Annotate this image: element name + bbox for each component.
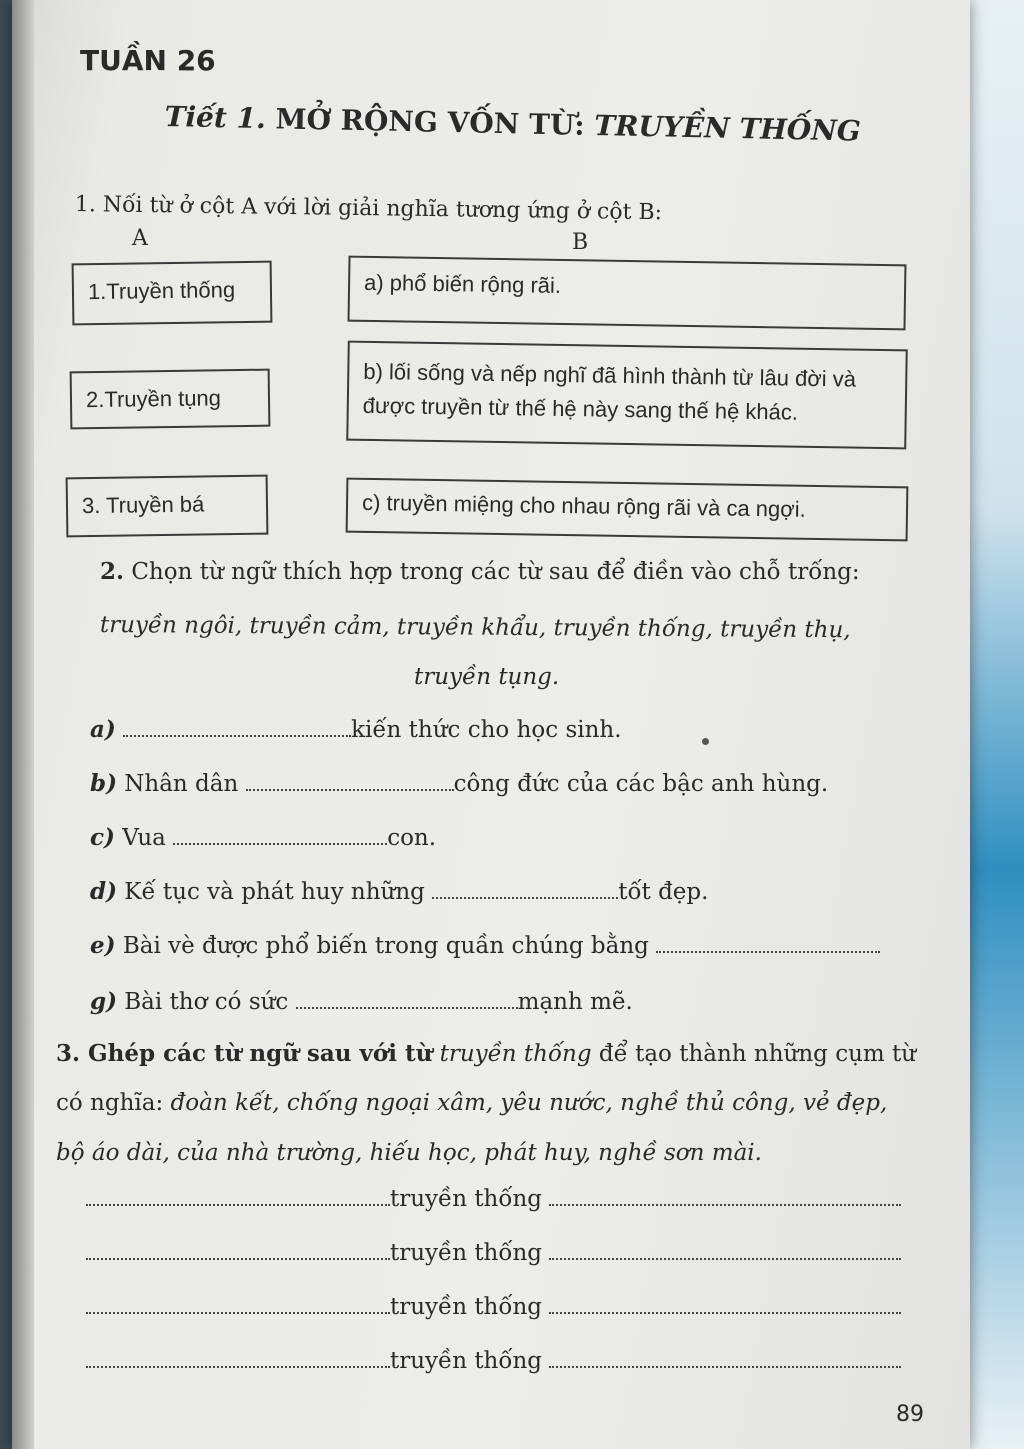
exercise2-text: Chọn từ ngữ thích hợp trong các từ sau để điền vào chỗ trống: bbox=[131, 559, 860, 585]
blank-line[interactable] bbox=[86, 1240, 390, 1260]
column-a-item[interactable]: 2.Truyền tụng bbox=[70, 369, 271, 430]
answer-line: truyền thống bbox=[86, 1294, 901, 1320]
column-a-item[interactable]: 3. Truyền bá bbox=[66, 475, 269, 538]
blank-line[interactable] bbox=[246, 771, 454, 791]
blank-line[interactable] bbox=[86, 1294, 390, 1314]
page-number: 89 bbox=[896, 1402, 924, 1427]
fill-item: b) Nhân dân công đức của các bậc anh hùng. bbox=[90, 770, 829, 797]
exercise1-prompt: 1. Nối từ ở cột A với lời giải nghĩa tương ứng ở cột B: bbox=[74, 192, 663, 226]
column-b-item[interactable]: b) lối sống và nếp nghĩ đã hình thành từ lâu đời và được truyền từ thế hệ này sang thế hệ khác. bbox=[346, 341, 908, 450]
word-bank-line: truyền ngôi, truyền cảm, truyền khẩu, truyền thống, truyền thụ, bbox=[99, 612, 851, 644]
blank-line[interactable] bbox=[123, 717, 351, 737]
answer-line: truyền thống bbox=[86, 1348, 901, 1374]
lesson-prefix: Tiết 1. bbox=[164, 100, 267, 136]
answer-line: truyền thống bbox=[86, 1186, 901, 1212]
blank-line[interactable] bbox=[549, 1294, 901, 1314]
column-b-item[interactable]: a) phổ biến rộng rãi. bbox=[348, 256, 907, 331]
week-heading: TUẦN 26 bbox=[80, 44, 216, 77]
exercise3-prompt: 3. Ghép các từ ngữ sau với từ truyền thống để tạo thành những cụm từ bbox=[56, 1040, 917, 1067]
exercise3-words: bộ áo dài, của nhà trường, hiếu học, phát huy, nghề sơn mài. bbox=[56, 1140, 762, 1166]
blank-line[interactable] bbox=[173, 825, 387, 845]
lesson-topic: TRUYỀN THỐNG bbox=[594, 109, 862, 148]
column-b-label: B bbox=[572, 230, 589, 255]
blank-line[interactable] bbox=[549, 1186, 901, 1206]
fill-item: c) Vua con. bbox=[90, 824, 437, 851]
column-b-item[interactable]: c) truyền miệng cho nhau rộng rãi và ca ngợi. bbox=[346, 478, 909, 542]
ink-dot bbox=[702, 738, 709, 745]
lesson-title-main: MỞ RỘNG VỐN TỪ: bbox=[275, 102, 585, 142]
blank-line[interactable] bbox=[86, 1186, 390, 1206]
answer-line: truyền thống bbox=[86, 1240, 901, 1266]
word-bank-line: truyền tụng. bbox=[414, 664, 560, 690]
exercise2-prompt bbox=[100, 558, 860, 585]
blank-line[interactable] bbox=[549, 1348, 901, 1368]
blank-line[interactable] bbox=[296, 989, 518, 1009]
blank-line[interactable] bbox=[432, 879, 618, 899]
background-edge bbox=[964, 0, 1024, 1449]
blank-line[interactable] bbox=[86, 1348, 390, 1368]
column-a-label: A bbox=[132, 226, 148, 251]
fill-item: d) Kế tục và phát huy những tốt đẹp. bbox=[90, 878, 709, 905]
fill-item: e) Bài vè được phổ biến trong quần chúng bằng bbox=[90, 932, 880, 959]
exercise2-number: 2. bbox=[100, 558, 125, 585]
fill-item: g) Bài thơ có sức mạnh mẽ. bbox=[90, 988, 633, 1015]
blank-line[interactable] bbox=[549, 1240, 901, 1260]
blank-line[interactable] bbox=[656, 933, 880, 953]
fill-item: a) kiến thức cho học sinh. bbox=[90, 716, 622, 743]
column-a-item[interactable]: 1.Truyền thống bbox=[72, 261, 273, 326]
page-spine bbox=[12, 0, 34, 1449]
exercise3-words: có nghĩa: đoàn kết, chống ngoại xâm, yêu nước, nghề thủ công, vẻ đẹp, bbox=[56, 1090, 888, 1116]
